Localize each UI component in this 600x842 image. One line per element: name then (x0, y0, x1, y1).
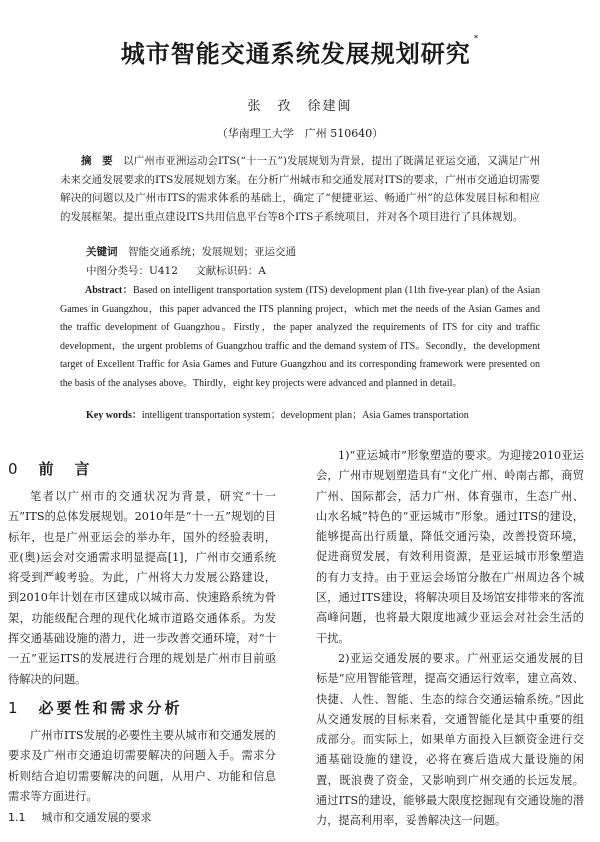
keywords-en-text: intelligent transportation system；development plan；Asia Games transportation (141, 410, 469, 421)
paper-title: 城市智能交通系统发展规划研究* (120, 34, 480, 68)
paragraph-traffic-development: 2)亚运交通发展的要求。广州亚运交通发展的目标是“应用智能管理，提高交通运行效率，建立高效、快捷、人性、智能、生态的综合交通运输系统。”因此从交通发展的目标来看，交通智能化是其中重要的组成部分。而实际上，如果单方面投入巨额资金进行交通基础设施的建设，必将在赛后造成大量设施的闲置，既浪费了资金，又影响到广州交通的长远发展。通过ITS的建设，能够最大限度挖掘现有交通设施的潜力，提高利用率，妥善解决这一问题。 (316, 651, 584, 828)
authors: 张 孜 徐建闽 (247, 99, 353, 114)
abstract-chinese (60, 152, 540, 226)
classification-line (86, 263, 266, 278)
left-column (8, 451, 276, 829)
abstract-en-label: Abstract： (85, 285, 133, 296)
section-heading-0: 0 前 言 (8, 460, 93, 478)
subsection-heading-1-1: 1.1 城市和交通发展的要求 (8, 811, 152, 825)
title-footnote-mark: * (473, 34, 480, 44)
keywords-en-label: Key words： (86, 410, 142, 421)
abstract-zh-text: 以广州市亚洲运动会ITS(“十一五”)发展规划为背景，提出了既满足亚运交通，又满足广州未来交通发展要求的ITS发展规划方案。在分析广州城市和交通发展对ITS的要求，广州市交通迫切需要解决的问题以及广州市ITS的需求体系的基础上，确定了“便捷亚运、畅通广州”的总体发展目标和相应的发展框架。提出重点建设ITS共用信息平台等8个ITS子系统项目，并对各个项目进行了具体规划。 (60, 155, 540, 223)
keywords-zh-text: 智能交通系统；发展规划；亚运交通 (128, 246, 296, 258)
clc-number: 中图分类号：U412 (86, 265, 178, 277)
abstract-en-text: Based on intelligent transportation system (ITS) development plan (11th five-year plan) of the Asian Games in Guangzhou，this paper advanced the ITS planning project，which met the needs of the Asian Games and the traffic development of Guangzhou。Firstly，the paper analyzed the requirements of ITS for city and traffic development，the urgent problems of Guangzhou traffic and the demand system of ITS。Secondly，the development target of Excellent Traffic for Asia Games and Future Guangzhou and its corresponding framework were presented on the basis of the analyses above。Thirdly，eight key projects were advanced and planned in detail。 (60, 285, 540, 389)
paragraph-city-image: 1)“亚运城市”形象塑造的要求。为迎接2010亚运会，广州市规划塑造具有“文化广州、岭南古都，商贸广州、国际都会，活力广州、体育强市，生态广州、山水名城”特色的“亚运城市”形象。通过ITS的建设，能够提高出行质量，降低交通污染，改善投资环境，促进商贸发展，有效利用资源，是亚运城市形象塑造的有力支持。由于亚运会场馆分散在广州周边各个城区，通过ITS建设，将解决项目及场馆安排带来的客流高峰问题，也将最大限度地减少亚运会对社会生活的干扰。 (316, 449, 584, 645)
section-1-paragraph: 广州市ITS发展的必要性主要从城市和交通发展的要求及广州市交通迫切需要解决的问题入手。需求分析则结合迫切需要解决的问题，从用户、功能和信息需求等方面进行。 (8, 728, 276, 803)
keywords-chinese (86, 244, 296, 259)
section-0-paragraph: 笔者以广州市的交通状况为背景，研究“十一五”ITS的总体发展规划。2010年是“十一五”规划的目标年，也是广州亚运会的举办年，国外的经验表明，亚(奥)运会对交通需求明显提高[1]，广州市交通系统将受到严峻考验。为此，广州将大力发展公路建设，到2010年计划在市区建成以城市高、快速路系统为骨架，功能级配合理的现代化城市道路交通体系。为发挥交通基础设施的潜力，进一步改善交通环境，对“十一五”亚运ITS的发展进行合理的规划是广州市目前亟待解决的问题。 (8, 490, 276, 686)
document-code: 文献标识码：A (195, 265, 266, 277)
affiliation: （华南理工大学 广州 510640） (216, 127, 384, 140)
right-column (316, 446, 584, 832)
section-heading-1: 1 必要性和需求分析 (8, 698, 183, 717)
abstract-english (60, 282, 540, 394)
keywords-english (86, 406, 469, 421)
abstract-zh-label: 摘 要 (81, 155, 124, 167)
keywords-zh-label: 关键词 (86, 246, 128, 258)
